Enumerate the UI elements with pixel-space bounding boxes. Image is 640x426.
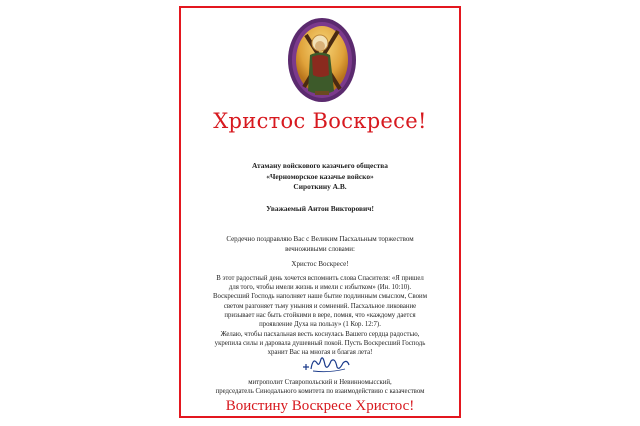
handwritten-signature [299, 353, 353, 375]
signer-line: председатель Синодального комитета по взаимодействию с казачеством [215, 388, 425, 396]
body-line: проявление Духа на пользу» (1 Кор. 12:7). [259, 321, 381, 329]
saint-andrew-icon [282, 17, 362, 103]
easter-quote: Христос Воскресе! [291, 260, 349, 268]
body-line: Воскресший Господь наполняет наше бытие подлинным смыслом, Своим [212, 293, 427, 301]
body-line: В этот радостный день хочется вспомнить слова Спасителя: «Я пришел [216, 275, 424, 282]
signer-line: митрополит Ставропольский и Невинномысский, [248, 379, 392, 386]
body-line: светом разгоняет тьму уныния и сомнений. Пасхальное ликование [223, 302, 417, 310]
salutation: Уважаемый Антон Викторович! [266, 204, 374, 213]
body-line: призывает нас быть стойкими в вере, помня, что «каждому дается [224, 311, 416, 319]
intro-paragraph [181, 235, 459, 254]
body-line: для того, чтобы имели жизнь и имели с избытком» (Ин. 10:10). [228, 284, 412, 292]
greeting-title: Христос Воскресе! [213, 109, 427, 133]
addressee-block [181, 161, 459, 193]
intro-line: вечноживыми словами: [285, 244, 355, 253]
closing-greeting: Воистину Воскресе Христос! [225, 398, 415, 414]
signer-block [181, 378, 459, 397]
letter-frame [179, 6, 461, 418]
addressee-line: Атаману войскового казачьего общества [252, 161, 388, 170]
addressee-line: Сироткину А.В. [293, 182, 347, 191]
wish-line: укрепила силы и даровала душевный покой. Пусть Воскресший Господь [214, 340, 426, 348]
wish-line: хранит Вас на многая и благая лета! [267, 349, 373, 357]
wish-line: Желаю, чтобы пасхальная весть коснулась Вашего сердца радостью, [220, 331, 420, 338]
intro-line: Сердечно поздравляю Вас с Великим Пасхальным торжеством [226, 235, 414, 243]
addressee-line: «Черноморское казачье войско» [266, 171, 374, 181]
body-paragraph [181, 274, 459, 329]
